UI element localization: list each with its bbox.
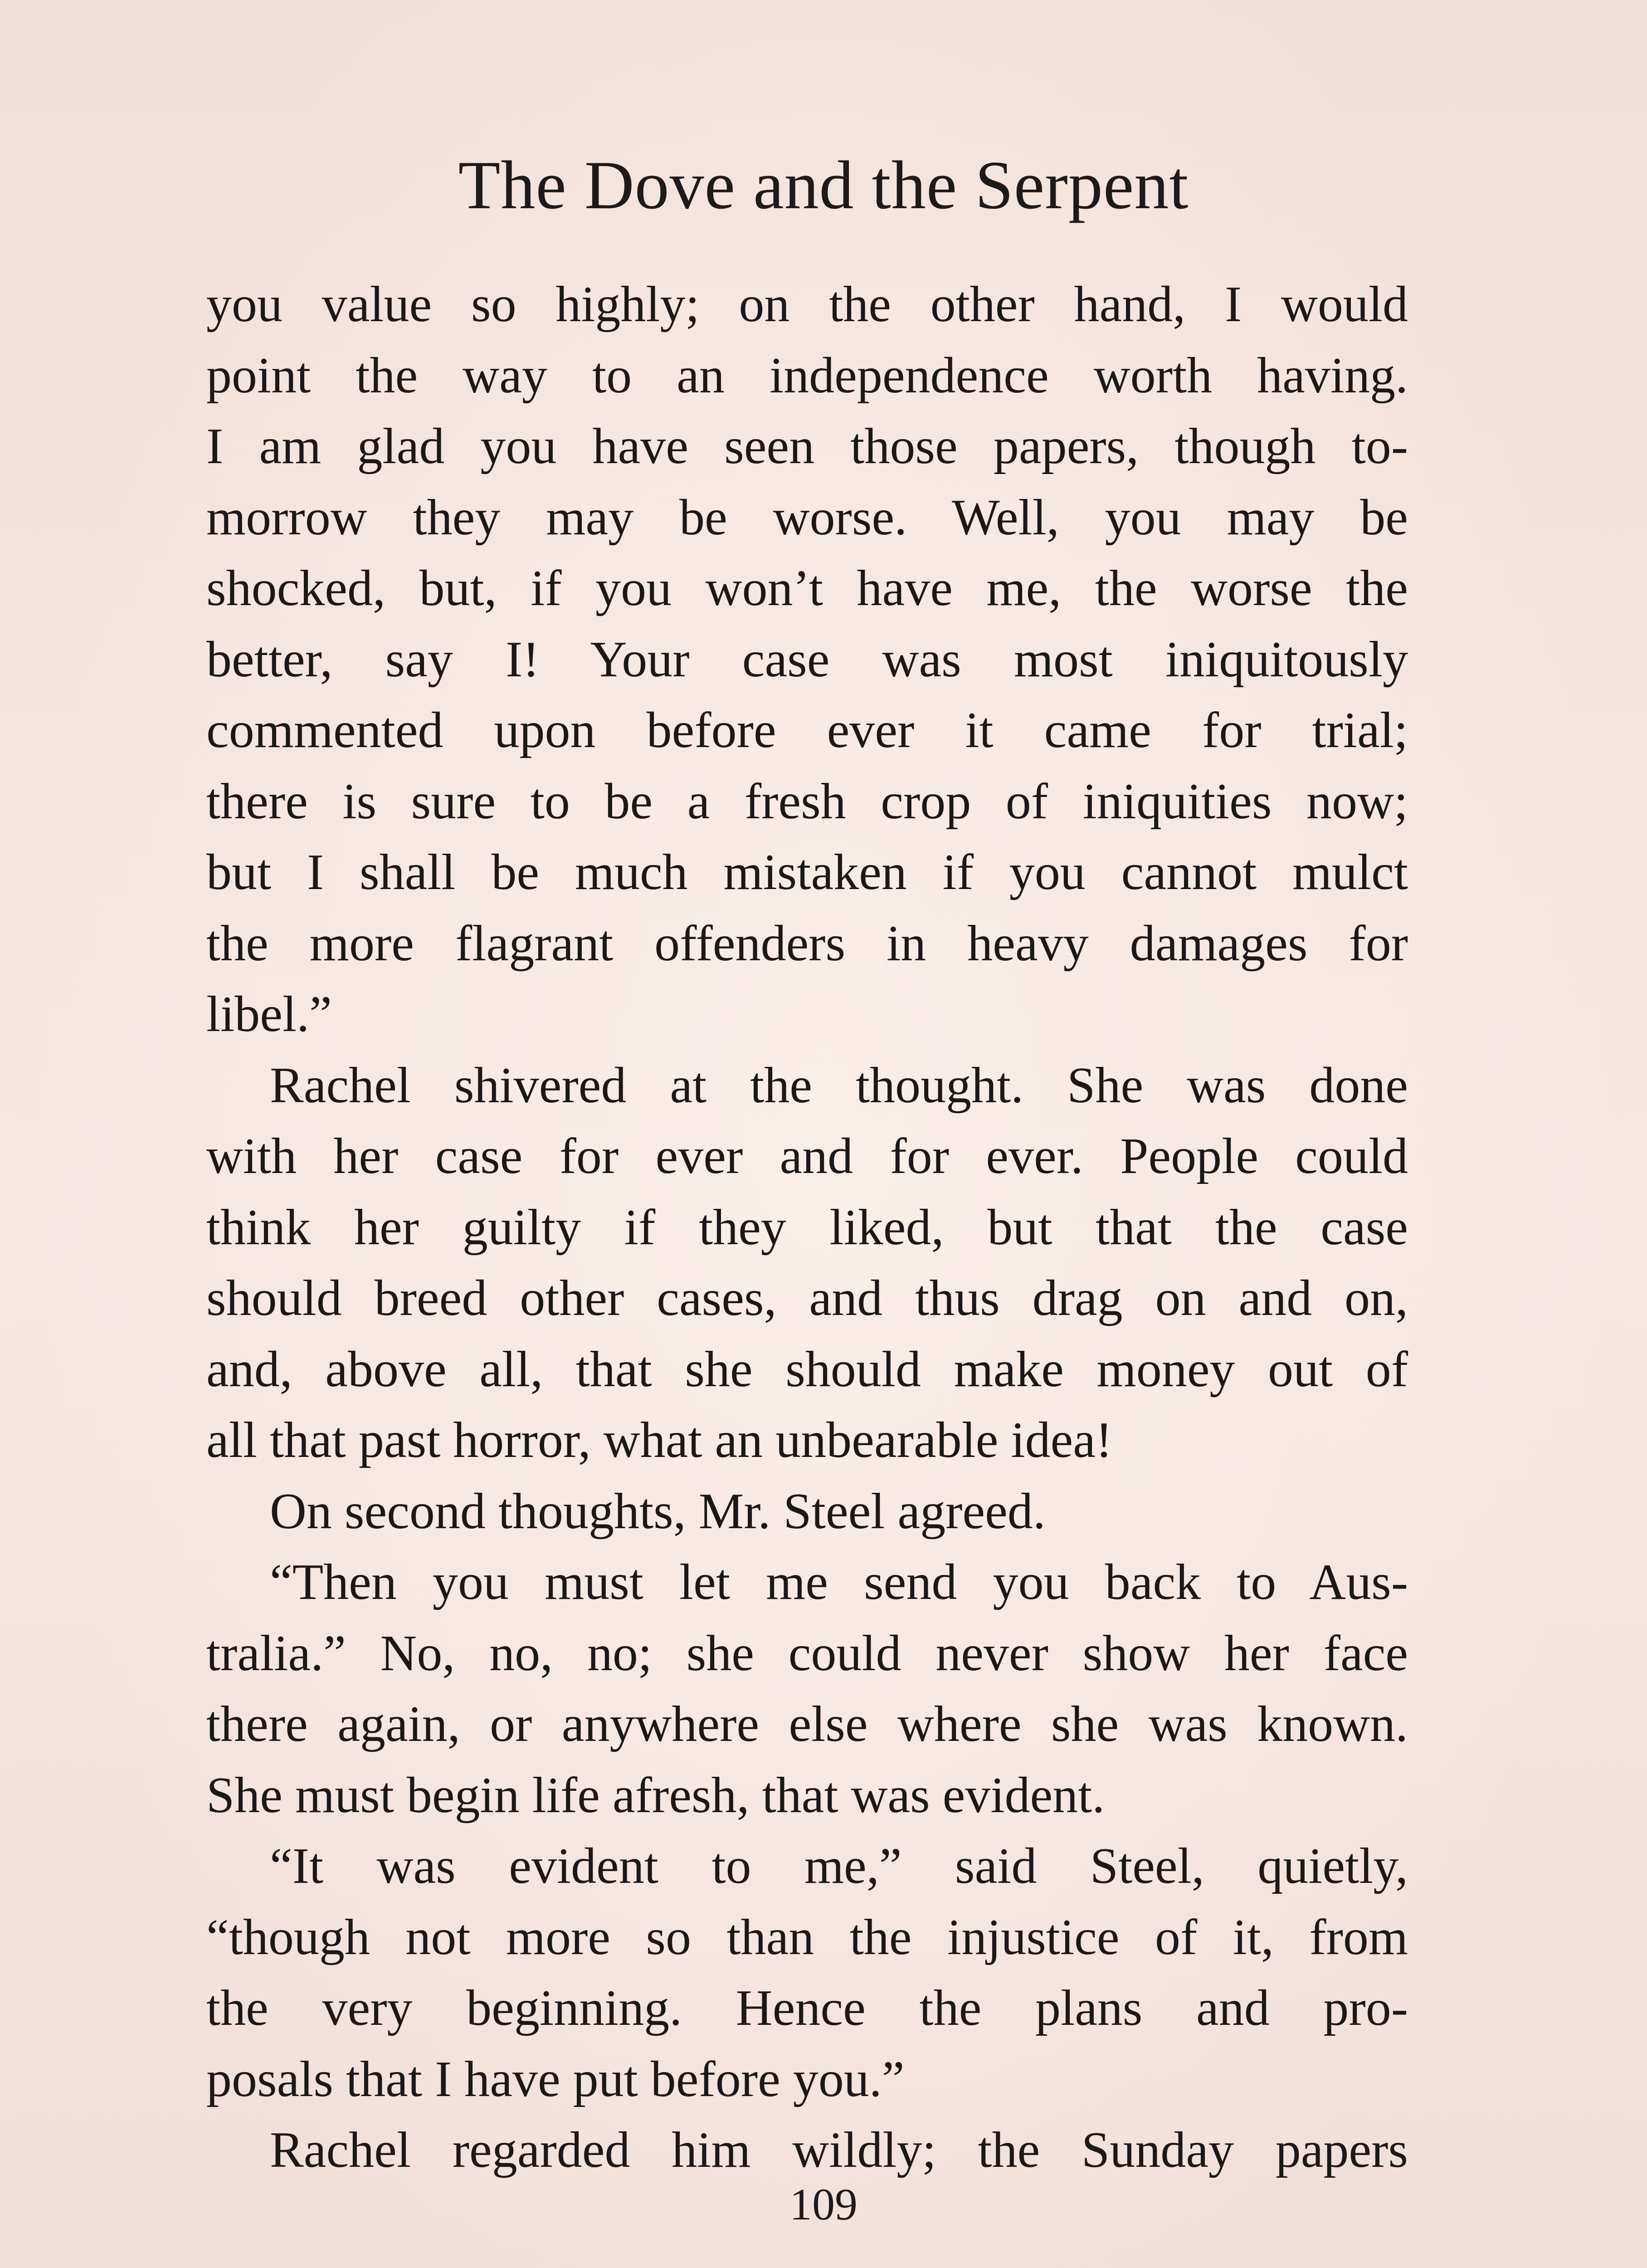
text-line: better, say I! Your case was most iniquitously: [206, 631, 1408, 688]
text-line: Rachel regarded him wildly; the Sunday papers: [270, 2122, 1408, 2178]
text-line: with her case for ever and for ever. People could: [206, 1128, 1408, 1184]
text-line: point the way to an independence worth having.: [206, 347, 1408, 404]
text-line: tralia.” No, no, no; she could never show her face: [206, 1625, 1408, 1681]
text-line: there is sure to be a fresh crop of iniquities now;: [206, 773, 1408, 830]
text-line: commented upon before ever it came for trial;: [206, 702, 1408, 758]
running-head-title: The Dove and the Serpent: [458, 147, 1189, 223]
text-line: Rachel shivered at the thought. She was done: [270, 1057, 1408, 1114]
text-line: and, above all, that she should make money out of: [206, 1341, 1408, 1398]
text-line: the very beginning. Hence the plans and pro-: [206, 1980, 1408, 2036]
text-line: She must begin life afresh, that was evident.: [206, 1767, 1105, 1823]
text-line: posals that I have put before you.”: [206, 2051, 905, 2107]
body-text: [206, 269, 1408, 2186]
text-line: On second thoughts, Mr. Steel agreed.: [270, 1483, 1046, 1540]
text-line: think her guilty if they liked, but that the case: [206, 1199, 1408, 1256]
text-line: should breed other cases, and thus drag on and on,: [206, 1270, 1408, 1326]
text-line: you value so highly; on the other hand, I would: [206, 276, 1408, 332]
text-line: but I shall be much mistaken if you cannot mulct: [206, 844, 1408, 900]
text-line: I am glad you have seen those papers, though to-: [206, 418, 1408, 474]
text-line: libel.”: [206, 986, 332, 1042]
text-line: the more flagrant offenders in heavy damages for: [206, 915, 1408, 972]
text-line: “though not more so than the injustice of it, from: [206, 1909, 1408, 1965]
text-line: morrow they may be worse. Well, you may be: [206, 489, 1408, 546]
text-line: there again, or anywhere else where she was known.: [206, 1696, 1408, 1752]
text-line: “It was evident to me,” said Steel, quietly,: [270, 1838, 1408, 1894]
page-number: 109: [789, 2179, 858, 2229]
text-line: “Then you must let me send you back to Aus-: [270, 1554, 1408, 1610]
text-line: shocked, but, if you won’t have me, the worse the: [206, 560, 1408, 616]
text-line: all that past horror, what an unbearable idea!: [206, 1412, 1113, 1468]
